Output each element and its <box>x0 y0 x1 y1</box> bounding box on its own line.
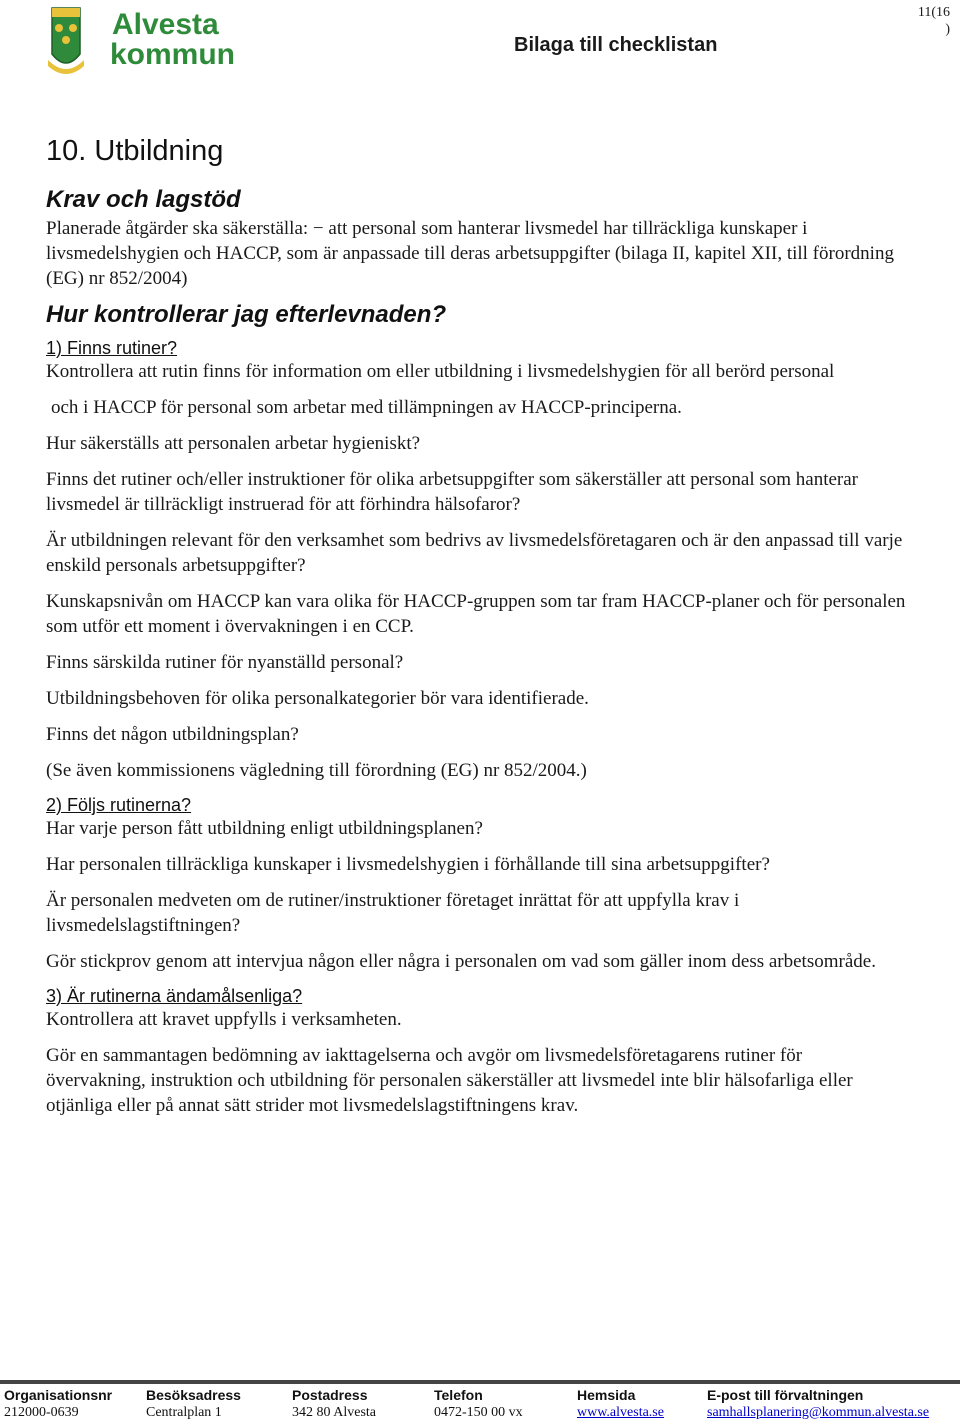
footer-visit <box>146 1386 241 1422</box>
question-1-label: 1) Finns rutiner? <box>46 338 178 358</box>
q1-paragraph: Kontrollera att rutin finns för information om eller utbildning i livsmedelshygien för all berörd personal <box>46 361 835 382</box>
q3-paragraph: Kontrollera att kravet uppfylls i verksamheten. <box>46 1009 402 1030</box>
municipal-shield-icon <box>48 4 238 76</box>
q1-paragraph: (Se även kommissionens vägledning till förordning (EG) nr 852/2004.) <box>46 760 587 781</box>
q1-paragraph: Utbildningsbehoven för olika personalkategorier bör vara identifierade. <box>46 688 589 709</box>
logo-text-kommun: kommun <box>110 38 236 71</box>
question-2-label: 2) Följs rutinerna? <box>46 795 192 815</box>
footer-email-link[interactable]: samhallsplanering@kommun.alvesta.se <box>707 1405 930 1420</box>
footer-phone-value: 0472-150 00 vx <box>434 1405 523 1420</box>
krav-heading: Krav och lagstöd <box>46 186 241 213</box>
q1-paragraph: Kunskapsnivån om HACCP kan vara olika för HACCP-gruppen som tar fram HACCP-planer och för personalen som utför ett moment i övervakningen i en CCP. <box>46 591 906 637</box>
footer-post-value: 342 80 Alvesta <box>292 1405 376 1420</box>
section-title: 10. Utbildning <box>46 135 224 167</box>
footer-visit-value: Centralplan 1 <box>146 1405 222 1420</box>
footer-phone <box>434 1386 523 1422</box>
q2-paragraph: Har personalen tillräckliga kunskaper i livsmedelshygien i förhållande till sina arbetsuppgifter? <box>46 854 770 875</box>
q1-paragraph: Finns det någon utbildningsplan? <box>46 724 299 745</box>
document-title: Bilaga till checklistan <box>514 34 718 56</box>
q3-paragraph: Gör en sammantagen bedömning av iakttagelserna och avgör om livsmedelsföretagarens rutiner för övervakning, instruktion och utbildning för personalen säkerställer att livsmedel inte blir hälsofarliga eller otjänliga eller på annat sätt strider mot livsmedelslagstiftningens krav. <box>46 1045 853 1116</box>
q1-paragraph: Finns särskilda rutiner för nyanställd personal? <box>46 652 404 673</box>
footer-divider <box>0 1380 960 1384</box>
page-number: 11(16 ) <box>917 5 950 37</box>
krav-text: Planerade åtgärder ska säkerställa: − att personal som hanterar livsmedel har tillräckliga kunskaper i livsmedelshygien och HACCP, som är anpassade till deras arbetsuppgifter (bilaga II, kapitel XII, till förordning (EG) nr 852/2004) <box>46 218 894 289</box>
footer-post <box>292 1386 376 1422</box>
footer-web-label: Hemsida <box>577 1387 636 1403</box>
q1-paragraph: och i HACCP för personal som arbetar med tillämpningen av HACCP-principerna. <box>51 397 682 418</box>
hur-heading: Hur kontrollerar jag efterlevnaden? <box>46 301 447 328</box>
question-3-label: 3) Är rutinerna ändamålsenliga? <box>46 986 303 1006</box>
q1-paragraph: Finns det rutiner och/eller instruktioner för olika arbetsuppgifter som säkerställer att personal som hanterar livsmedel är tillräckligt instruerad för att förhindra hälsofaror? <box>46 469 859 515</box>
footer-web <box>577 1386 664 1422</box>
footer-org-label: Organisationsnr <box>4 1387 113 1403</box>
footer-web-link[interactable]: www.alvesta.se <box>577 1405 664 1420</box>
footer-phone-label: Telefon <box>434 1387 483 1403</box>
footer-email-label: E-post till förvaltningen <box>707 1387 864 1403</box>
footer-post-label: Postadress <box>292 1387 368 1403</box>
footer-email <box>707 1386 929 1422</box>
q2-paragraph: Är personalen medveten om de rutiner/instruktioner företaget inrättat för att uppfylla krav i livsmedelslagstiftningen? <box>46 890 740 936</box>
q2-paragraph: Har varje person fått utbildning enligt utbildningsplanen? <box>46 818 483 839</box>
main-content <box>46 130 906 1118</box>
logo-text-alvesta: Alvesta <box>112 8 219 41</box>
footer-org <box>4 1386 112 1422</box>
footer-org-value: 212000-0639 <box>4 1405 79 1420</box>
q1-paragraph: Hur säkerställs att personalen arbetar hygieniskt? <box>46 433 421 454</box>
alvesta-kommun-logo <box>48 4 238 76</box>
footer-visit-label: Besöksadress <box>146 1387 241 1403</box>
q1-paragraph: Är utbildningen relevant för den verksamhet som bedrivs av livsmedelsföretagaren och är den anpassad till varje enskild personals arbetsuppgifter? <box>46 530 903 576</box>
q2-paragraph: Gör stickprov genom att intervjua någon eller några i personalen om vad som gäller inom dess arbetsområde. <box>46 951 876 972</box>
